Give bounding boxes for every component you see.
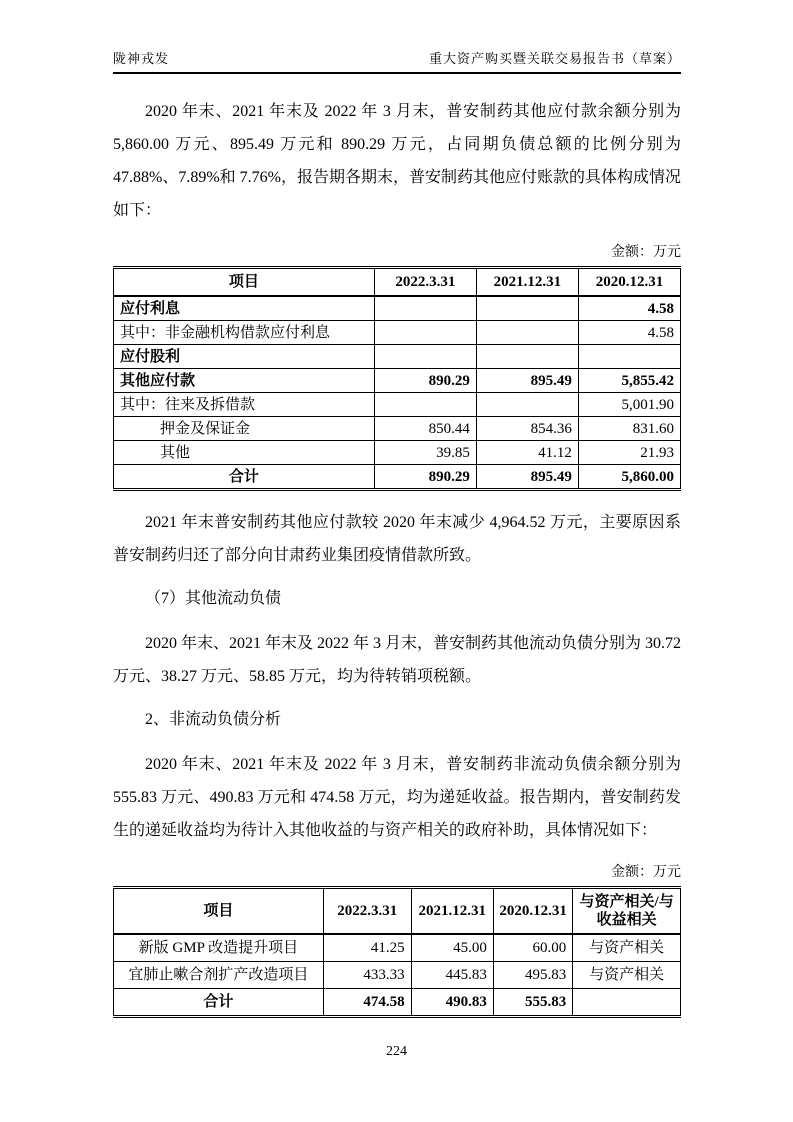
deferred-income-table <box>113 889 681 1015</box>
cell-item: 宜肺止嗽合剂扩产改造项目 <box>114 962 324 989</box>
cell-item: 应付利息 <box>114 296 375 321</box>
cell-item: 其他 <box>114 441 375 465</box>
table-row <box>114 296 681 321</box>
paragraph-other-current-liabilities: 2020 年末、2021 年末及 2022 年 3 月末，普安制药其他流动负债分别为 30.72 万元、38.27 万元、58.85 万元，均为待转销项税额。 <box>113 635 682 685</box>
cell-value: 490.83 <box>411 989 493 1016</box>
header-company-name: 陇神戎发 <box>113 51 170 66</box>
cell-value: 474.58 <box>323 989 411 1016</box>
cell-value: 5,860.00 <box>578 465 680 489</box>
table1-col-2022: 2022.3.31 <box>374 269 476 296</box>
table2-col-2020: 2020.12.31 <box>493 889 572 934</box>
cell-value: 60.00 <box>493 934 572 962</box>
cell-value <box>374 345 476 369</box>
cell-type <box>573 989 681 1016</box>
cell-item: 其中：非金融机构借款应付利息 <box>114 321 375 345</box>
cell-value: 895.49 <box>476 465 578 489</box>
table-row <box>114 441 681 465</box>
cell-value <box>374 296 476 321</box>
running-header <box>113 48 681 74</box>
cell-value: 45.00 <box>411 934 493 962</box>
cell-value: 555.83 <box>493 989 572 1016</box>
table2-unit-label: 金额：万元 <box>611 865 681 880</box>
cell-value: 5,855.42 <box>578 369 680 393</box>
cell-item: 其他应付款 <box>114 369 375 393</box>
cell-value: 831.60 <box>578 417 680 441</box>
cell-item: 押金及保证金 <box>114 417 375 441</box>
cell-value: 4.58 <box>578 321 680 345</box>
cell-value: 433.33 <box>323 962 411 989</box>
page-content <box>113 48 681 1018</box>
table1-col-2020: 2020.12.31 <box>578 269 680 296</box>
table1-unit-label: 金额：万元 <box>611 245 681 260</box>
cell-value: 495.83 <box>493 962 572 989</box>
cell-value: 895.49 <box>476 369 578 393</box>
cell-item: 应付股利 <box>114 345 375 369</box>
cell-value: 21.93 <box>578 441 680 465</box>
paragraph-non-current-liabilities-intro: 2020 年末、2021 年末及 2022 年 3 月末，普安制药非流动负债余额分别为 555.83 万元、490.83 万元和 474.58 万元，均为递延收益。报告期内，普安制药发生的递延收益均为待计入其他收益的与资产相关的政府补助，具体情况如下： <box>113 756 681 839</box>
cell-value: 41.25 <box>323 934 411 962</box>
cell-value: 850.44 <box>374 417 476 441</box>
table-row <box>114 393 681 417</box>
table1-col-item: 项目 <box>114 269 375 296</box>
cell-item: 合计 <box>114 465 375 489</box>
table2-header-row <box>114 889 681 934</box>
table2-col-2022: 2022.3.31 <box>323 889 411 934</box>
cell-item: 新版 GMP 改造提升项目 <box>114 934 324 962</box>
cell-value: 4.58 <box>578 296 680 321</box>
table1-header-row <box>114 269 681 296</box>
cell-value <box>374 321 476 345</box>
table-row <box>114 369 681 393</box>
cell-type: 与资产相关 <box>573 934 681 962</box>
table-row <box>114 345 681 369</box>
page-number: 224 <box>386 1044 407 1059</box>
cell-item: 合计 <box>114 989 324 1016</box>
cell-value <box>476 321 578 345</box>
table2-col-2021: 2021.12.31 <box>411 889 493 934</box>
table-total-row <box>114 989 681 1016</box>
cell-value <box>374 393 476 417</box>
table1-col-2021: 2021.12.31 <box>476 269 578 296</box>
cell-value: 445.83 <box>411 962 493 989</box>
cell-value: 890.29 <box>374 465 476 489</box>
cell-value: 5,001.90 <box>578 393 680 417</box>
table2-col-type: 与资产相关/与收益相关 <box>573 889 681 934</box>
other-payables-table <box>113 269 681 488</box>
cell-value: 41.12 <box>476 441 578 465</box>
heading-other-current-liabilities: （7）其他流动负债 <box>145 590 282 607</box>
table-row <box>114 934 681 962</box>
cell-value: 890.29 <box>374 369 476 393</box>
cell-value <box>476 296 578 321</box>
table-row <box>114 321 681 345</box>
cell-value <box>476 393 578 417</box>
cell-item: 其中：往来及拆借款 <box>114 393 375 417</box>
paragraph-other-payables-intro: 2020 年末、2021 年末及 2022 年 3 月末，普安制药其他应付款余额分别为 5,860.00 万元、895.49 万元和 890.29 万元，占同期负债总额的比例分别为 47.88%、7.89%和 7.76%，报告期各期末，普安制药其他应付账款的具体构成情况如下： <box>113 103 681 219</box>
cell-value: 39.85 <box>374 441 476 465</box>
other-payables-table-wrap <box>113 266 681 491</box>
table-row <box>114 417 681 441</box>
table-row <box>114 962 681 989</box>
table-total-row <box>114 465 681 489</box>
table2-col-item: 项目 <box>114 889 324 934</box>
deferred-income-table-wrap <box>113 886 681 1018</box>
heading-non-current-liabilities: 2、非流动负债分析 <box>145 711 282 728</box>
paragraph-other-payables-change: 2021 年末普安制药其他应付款较 2020 年末减少 4,964.52 万元，主要原因系普安制药归还了部分向甘肃药业集团疫情借款所致。 <box>113 514 681 564</box>
cell-value <box>578 345 680 369</box>
cell-value <box>476 345 578 369</box>
cell-type: 与资产相关 <box>573 962 681 989</box>
cell-value: 854.36 <box>476 417 578 441</box>
header-report-title: 重大资产购买暨关联交易报告书（草案） <box>428 51 681 66</box>
